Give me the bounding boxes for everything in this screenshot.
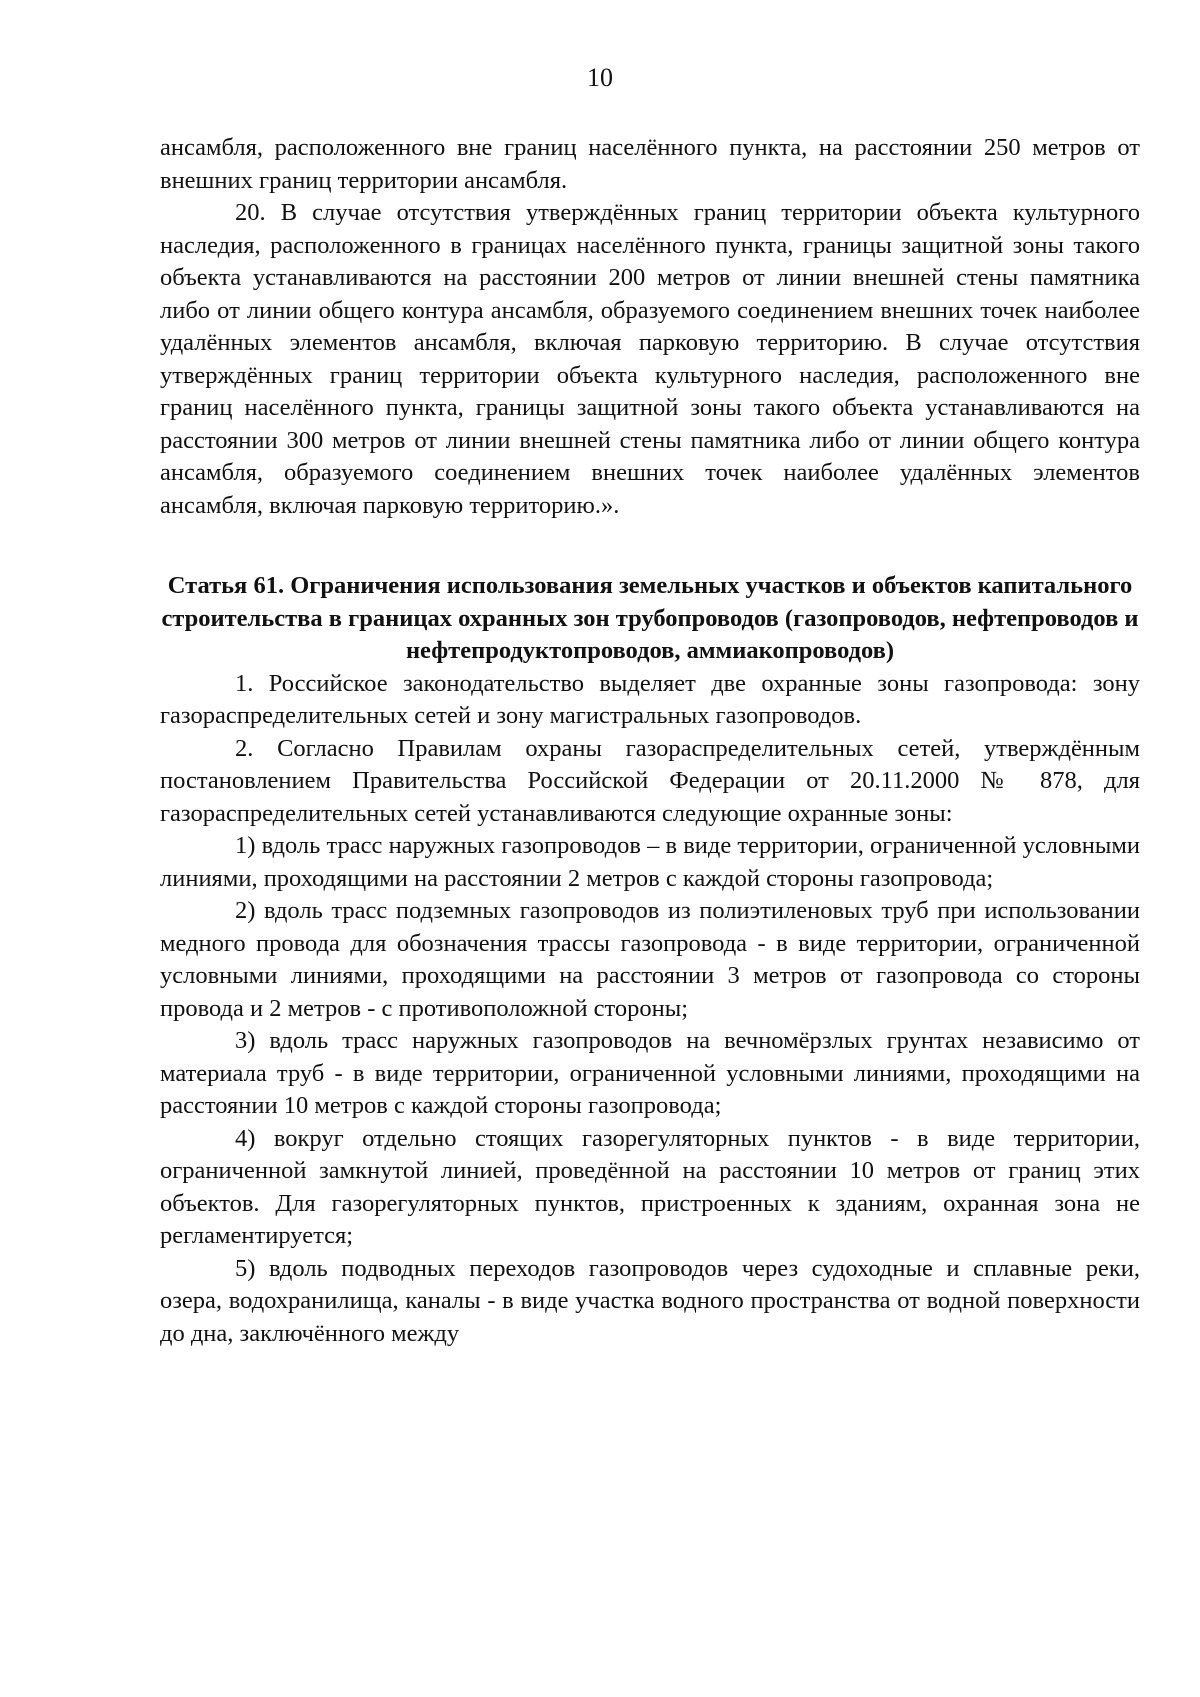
article-title: Статья 61. Ограничения использования земельных участков и объектов капитального строительства в границах охранных зон трубопроводов (газопроводов, нефтепроводов и нефтепродуктопроводов, аммиакопроводов) — [161, 572, 1139, 664]
subitem-4: 4) вокруг отдельно стоящих газорегуляторных пунктов - в виде территории, ограниченной замкнутой линией, проведённой на расстоянии 10 метров от границ этих объектов. Для газорегуляторных пунктов, пристроенных к зданиям, охранная зона не регламентируется; — [160, 1124, 1140, 1249]
subitem-3: 3) вдоль трасс наружных газопроводов на вечномёрзлых грунтах независимо от материала труб - в виде территории, ограниченной условными линиями, проходящими на расстоянии 10 метров с каждой стороны газопровода; — [160, 1027, 1140, 1119]
paragraph-item-1: 1. Российское законодательство выделяет две охранные зоны газопровода: зону газораспределительных сетей и зону магистральных газопроводов. — [160, 669, 1140, 729]
subitem-5: 5) вдоль подводных переходов газопроводов через судоходные и сплавные реки, озера, водохранилища, каналы - в виде участка водного пространства от водной поверхности до дна, заключённого между — [160, 1254, 1140, 1347]
paragraph-item-2: 2. Согласно Правилам охраны газораспределительных сетей, утверждённым постановлением Правительства Российской Федерации от 20.11.2000 № 878, для газораспределительных сетей устанавливаются следующие охранные зоны: — [160, 734, 1140, 827]
subitem-1: 1) вдоль трасс наружных газопроводов – в виде территории, ограниченной условными линиями, проходящими на расстоянии 2 метров с каждой стороны газопровода; — [160, 832, 1140, 892]
paragraph-item-20: 20. В случае отсутствия утверждённых границ территории объекта культурного наследия, расположенного в границах населённого пункта, границы защитной зоны такого объекта устанавливаются на расстоянии 200 метров от линии внешней стены памятника либо от линии общего контура ансамбля, образуемого соединением внешних точек наиболее удалённых элементов ансамбля, включая парковую территорию. В случае отсутствия утверждённых границ территории объекта культурного наследия, расположенного вне границ населённого пункта, границы защитной зоны такого объекта устанавливаются на расстоянии 300 метров от линии внешней стены памятника либо от линии общего контура ансамбля, образуемого соединением внешних точек наиболее удалённых элементов ансамбля, включая парковую территорию.». — [160, 199, 1140, 519]
paragraph-continuation: ансамбля, расположенного вне границ населённого пункта, на расстоянии 250 метров от внешних границ территории ансамбля. — [160, 134, 1140, 194]
page-number: 10 — [587, 63, 613, 92]
subitem-2: 2) вдоль трасс подземных газопроводов из полиэтиленовых труб при использовании медного провода для обозначения трассы газопровода - в виде территории, ограниченной условными линиями, проходящими на расстоянии 3 метров от газопровода со стороны провода и 2 метров - с противоположной стороны; — [160, 897, 1140, 1022]
document-body — [160, 132, 1140, 1350]
